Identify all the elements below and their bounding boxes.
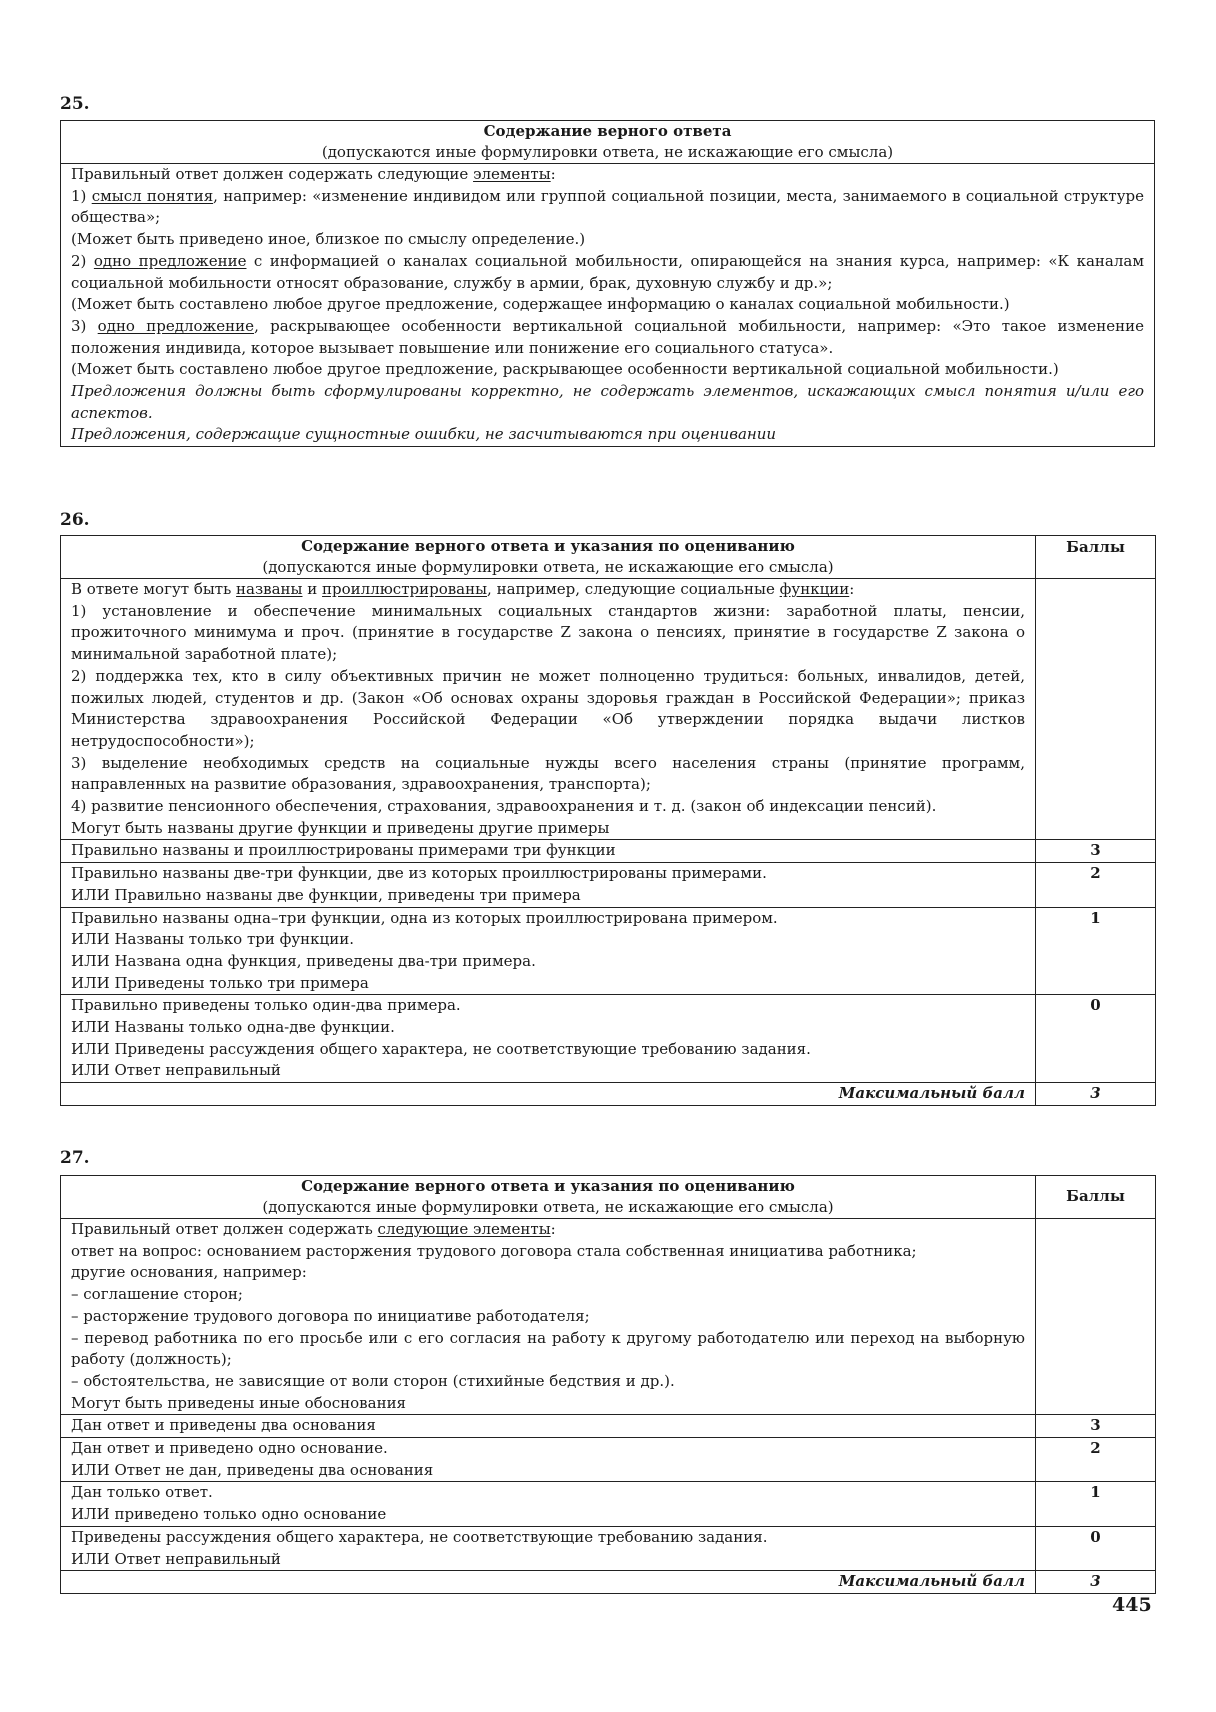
q25-answer-table bbox=[60, 120, 1155, 447]
q25-content-row bbox=[61, 164, 1155, 447]
q25-note-1: (Может быть приведено иное, близкое по смыслу определение.) bbox=[71, 230, 586, 249]
q26-header-row bbox=[61, 536, 1156, 579]
q25-header bbox=[61, 121, 1155, 164]
q27-criterion-row bbox=[61, 1438, 1156, 1482]
q27-criterion-1: Дан только ответ. ИЛИ приведено только одно основание bbox=[61, 1482, 1036, 1526]
q27-other-grounds: другие основания, например: bbox=[71, 1263, 307, 1282]
q27-max-label: Максимальный балл bbox=[61, 1571, 1036, 1594]
q26-content-row bbox=[61, 579, 1156, 840]
q27-score-3: 3 bbox=[1036, 1415, 1156, 1438]
q27-score-header: Баллы bbox=[1036, 1176, 1156, 1219]
q26-criterion-3: Правильно названы и проиллюстрированы примерами три функции bbox=[61, 840, 1036, 863]
q26-criterion-row bbox=[61, 907, 1156, 995]
q27-score-1: 1 bbox=[1036, 1482, 1156, 1526]
q26-function-3: 3) выделение необходимых средств на социальные нужды всего населения страны (принятие программ, направленных на развитие образования, здравоохранения, транспорта); bbox=[71, 753, 1025, 794]
q27-answer: ответ на вопрос: основанием расторжения трудового договора стала собственная инициатива работника; bbox=[71, 1241, 917, 1260]
q25-content bbox=[61, 164, 1155, 447]
q27-other: Могут быть приведены иные обоснования bbox=[71, 1393, 407, 1412]
q27-criterion-row bbox=[61, 1415, 1156, 1438]
q26-criterion-row bbox=[61, 840, 1156, 863]
q26-max-score: 3 bbox=[1036, 1083, 1156, 1106]
q27-header-row bbox=[61, 1176, 1156, 1219]
question-27-number: 27. bbox=[60, 1148, 90, 1168]
q25-rule-1: Предложения должны быть сформулированы корректно, не содержать элементов, искажающих смысл понятия и/или его аспектов. bbox=[71, 382, 1144, 422]
q26-other: Могут быть названы другие функции и приведены другие примеры bbox=[71, 818, 610, 837]
question-26-number: 26. bbox=[60, 510, 90, 530]
q25-item-3: 3) одно предложение, раскрывающее особенности вертикальной социальной мобильности, например: «Это такое изменение положения индивида, которое вызывает повышение или понижение его социального статуса». bbox=[71, 316, 1144, 357]
q26-header-title: Содержание верного ответа и указания по оцениванию bbox=[301, 537, 795, 555]
q27-criterion-0: Приведены рассуждения общего характера, не соответствующие требованию задания. ИЛИ Ответ неправильный bbox=[61, 1526, 1036, 1570]
q27-score-0: 0 bbox=[1036, 1526, 1156, 1570]
q27-content bbox=[61, 1219, 1036, 1415]
q26-criterion-2: Правильно названы две-три функции, две из которых проиллюстрированы примерами. ИЛИ Правильно названы две функции, приведены три примера bbox=[61, 863, 1036, 907]
q25-rule-2: Предложения, содержащие сущностные ошибки, не засчитываются при оценивании bbox=[71, 425, 777, 444]
q26-score-3: 3 bbox=[1036, 840, 1156, 863]
q25-header-row bbox=[61, 121, 1155, 164]
q27-ground-4: – обстоятельства, не зависящие от воли сторон (стихийные бедствия и др.). bbox=[71, 1371, 675, 1390]
q27-criterion-2: Дан ответ и приведено одно основание. ИЛИ Ответ не дан, приведены два основания bbox=[61, 1438, 1036, 1482]
q25-header-title: Содержание верного ответа bbox=[483, 122, 732, 140]
q27-score-2: 2 bbox=[1036, 1438, 1156, 1482]
q27-criterion-row bbox=[61, 1482, 1156, 1526]
q26-content-score bbox=[1036, 579, 1156, 840]
question-25-number: 25. bbox=[60, 94, 90, 114]
q26-score-header: Баллы bbox=[1036, 536, 1156, 579]
q27-ground-1: – соглашение сторон; bbox=[71, 1285, 243, 1304]
q26-function-2: 2) поддержка тех, кто в силу объективных причин не может полноценно трудиться: больных, инвалидов, детей, пожилых людей, студентов и др. (Закон «Об основах охраны здоровья граждан в Российской Федерации»; приказ Министерства здравоохранения Российской Федерации «Об утверждении порядка выдачи листков нетрудоспособности»); bbox=[71, 666, 1025, 750]
q26-criterion-0: Правильно приведены только один-два примера. ИЛИ Названы только одна-две функции. ИЛИ Приведены рассуждения общего характера, не соответствующие требованию задания. ИЛИ Ответ неправильный bbox=[61, 995, 1036, 1083]
q27-header-title: Содержание верного ответа и указания по оцениванию bbox=[301, 1177, 795, 1195]
q27-max-row bbox=[61, 1571, 1156, 1594]
q27-criterion-row bbox=[61, 1526, 1156, 1570]
q26-criterion-row bbox=[61, 995, 1156, 1083]
q25-intro: Правильный ответ должен содержать следующие элементы: bbox=[71, 165, 556, 183]
q25-header-subtitle: (допускаются иные формулировки ответа, не искажающие его смысла) bbox=[321, 143, 894, 161]
q26-header-subtitle: (допускаются иные формулировки ответа, не искажающие его смысла) bbox=[262, 558, 834, 576]
q25-item-1: 1) смысл понятия, например: «изменение индивидом или группой социальной позиции, места, занимаемого в социальной структуре общества»; bbox=[71, 186, 1145, 227]
q26-score-2: 2 bbox=[1036, 863, 1156, 907]
q26-criterion-1: Правильно названы одна–три функции, одна из которых проиллюстрирована примером. ИЛИ Названы только три функции. ИЛИ Названа одна функция, приведены два-три примера. ИЛИ Приведены только три примера bbox=[61, 907, 1036, 995]
q26-max-row bbox=[61, 1083, 1156, 1106]
q26-content bbox=[61, 579, 1036, 840]
q27-ground-2: – расторжение трудового договора по инициативе работодателя; bbox=[71, 1306, 590, 1325]
q26-score-0: 0 bbox=[1036, 995, 1156, 1083]
q25-note-3: (Может быть составлено любое другое предложение, раскрывающее особенности вертикальной социальной мобильности.) bbox=[71, 360, 1059, 379]
q27-ground-3: – перевод работника по его просьбе или с его согласия на работу к другому работодателю или переход на выборную работу (должность); bbox=[71, 1328, 1025, 1369]
q27-content-score bbox=[1036, 1219, 1156, 1415]
q27-header-subtitle: (допускаются иные формулировки ответа, не искажающие его смысла) bbox=[262, 1198, 834, 1216]
q25-note-2: (Может быть составлено любое другое предложение, содержащее информацию о каналах социальной мобильности.) bbox=[71, 295, 1010, 314]
page-number: 445 bbox=[1112, 1594, 1152, 1616]
q26-header bbox=[61, 536, 1036, 579]
q26-criterion-row bbox=[61, 863, 1156, 907]
q27-content-row bbox=[61, 1219, 1156, 1415]
q25-item-2: 2) одно предложение с информацией о каналах социальной мобильности, опирающейся на знания курса, например: «К каналам социальной мобильности относят образование, службу в армии, брак, духовную службу и др.»; bbox=[71, 251, 1144, 292]
q27-answer-table bbox=[60, 1175, 1156, 1594]
q27-header bbox=[61, 1176, 1036, 1219]
q26-max-label: Максимальный балл bbox=[61, 1083, 1036, 1106]
q26-function-1: 1) установление и обеспечение минимальных социальных стандартов жизни: заработной платы, пенсии, прожиточного минимума и проч. (принятие в государстве Z закона о пенсиях, принятие в государстве Z закона о минимальной заработной плате); bbox=[71, 601, 1025, 664]
q26-function-4: 4) развитие пенсионного обеспечения, страхования, здравоохранения и т. д. (закон об индексации пенсий). bbox=[71, 797, 937, 816]
q27-criterion-3: Дан ответ и приведены два основания bbox=[61, 1415, 1036, 1438]
q27-intro: Правильный ответ должен содержать следующие элементы: bbox=[71, 1220, 556, 1238]
q26-score-1: 1 bbox=[1036, 907, 1156, 995]
q26-intro: В ответе могут быть названы и проиллюстрированы, например, следующие социальные функции: bbox=[71, 580, 855, 598]
q26-answer-table bbox=[60, 535, 1156, 1106]
q27-max-score: 3 bbox=[1036, 1571, 1156, 1594]
